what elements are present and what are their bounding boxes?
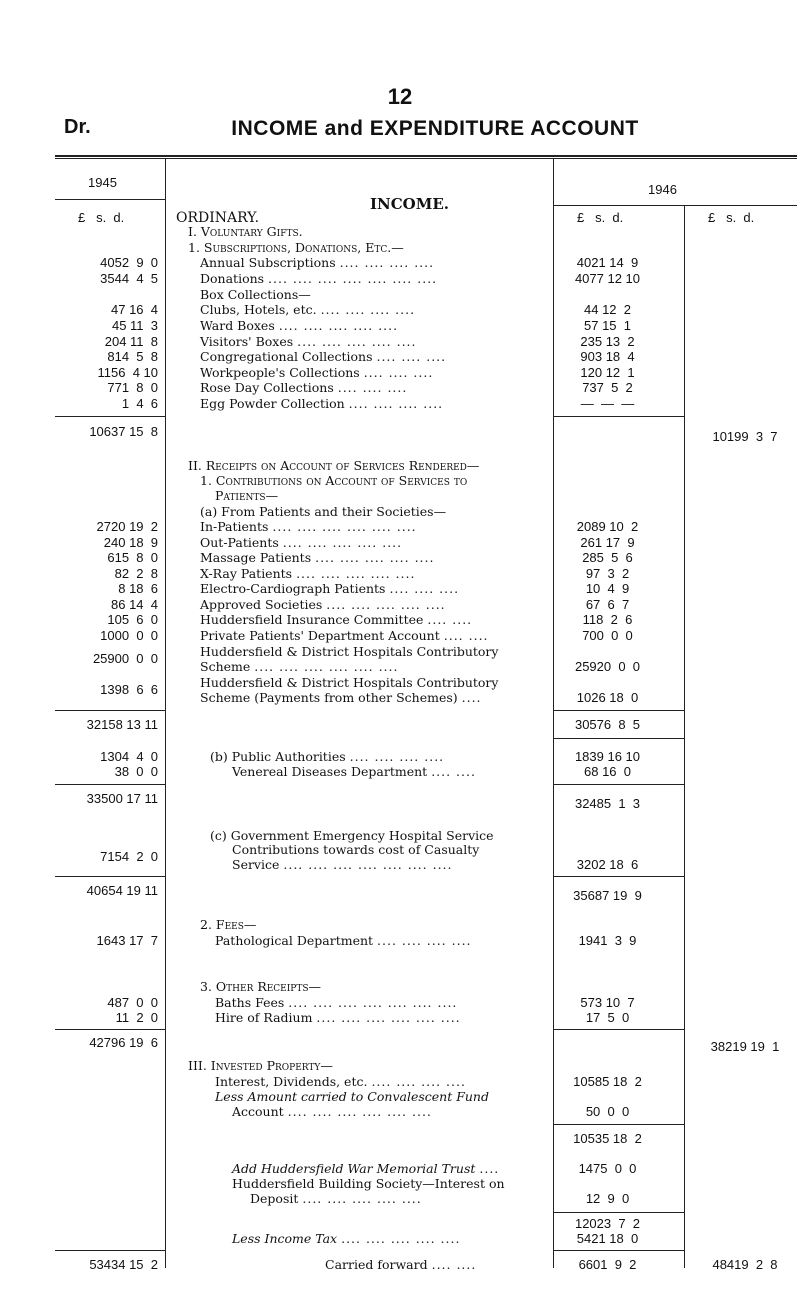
row-label: Huddersfield & District Hospitals Contributory (200, 675, 499, 690)
row-prev: 2720 19 2 (96, 519, 158, 534)
rule (553, 1212, 684, 1213)
contributions-heading: 1. Contributions on Account of Services to (200, 473, 468, 488)
row-label: Hire of Radium .... .... .... .... .... .... (215, 1010, 461, 1025)
row-label: Pathological Department .... .... .... .... (215, 933, 472, 948)
row-prev: 1398 6 6 (100, 682, 158, 697)
row-prev: 82 2 8 (114, 566, 158, 581)
row-label: Huddersfield Building Society—Interest on (232, 1176, 505, 1191)
row-prev: 1 4 6 (121, 396, 158, 411)
ordinary-heading: ORDINARY. (176, 210, 260, 226)
row-curr: 235 13 2 (580, 334, 635, 349)
rule (55, 1029, 165, 1030)
row-curr: 1941 3 9 (578, 933, 637, 948)
carried-right: 48419 2 8 (712, 1257, 778, 1272)
row-prev: 11 2 0 (115, 1010, 158, 1025)
row-curr: 2089 10 2 (576, 519, 639, 534)
row-curr: — — — (580, 396, 635, 411)
row-label: Out-Patients .... .... .... .... .... (200, 535, 403, 550)
row-prev: 1000 0 0 (100, 628, 158, 643)
row-prev: 47 16 4 (111, 302, 158, 317)
row-prev: 86 14 4 (111, 597, 158, 612)
row-prev: 4052 9 0 (100, 255, 158, 270)
row-curr: 10585 18 2 (573, 1074, 642, 1089)
other-heading: 3. Other Receipts— (200, 979, 322, 994)
row-label: Deposit .... .... .... .... .... (250, 1191, 422, 1206)
top-rule-2 (55, 158, 797, 159)
subtotal-curr: 35687 19 9 (573, 888, 642, 903)
subscriptions-heading: 1. Subscriptions, Donations, Etc.— (188, 240, 404, 255)
page-number: 12 (387, 84, 413, 109)
subtotal-curr: 30576 8 5 (574, 717, 641, 732)
row-curr: 573 10 7 (580, 995, 635, 1010)
row-label: Visitors' Boxes .... .... .... .... .... (200, 334, 417, 349)
row-curr: 50 0 0 (585, 1104, 630, 1119)
row-prev: 45 11 3 (111, 318, 158, 333)
rule (553, 710, 684, 711)
subtotal-curr: 10535 18 2 (573, 1131, 642, 1146)
row-label: Scheme (Payments from other Schemes) .... (200, 690, 482, 705)
row-label: Approved Societies .... .... .... .... .... (200, 597, 446, 612)
row-curr: 700 0 0 (582, 628, 633, 643)
row-label: Less Amount carried to Convalescent Fund (215, 1089, 489, 1104)
row-label: Interest, Dividends, etc. .... .... .... .... (215, 1074, 466, 1089)
year-rule-left (55, 199, 165, 200)
subtotal-right: 10199 3 7 (712, 429, 778, 444)
row-label: Add Huddersfield War Memorial Trust .... (232, 1161, 500, 1176)
row-prev: 1304 4 0 (100, 749, 158, 764)
govt-label: Contributions towards cost of Casualty (232, 842, 480, 857)
row-curr: 44 12 2 (584, 302, 631, 317)
row-curr: 10 4 9 (585, 581, 630, 596)
lsd-mid: £ s. d. (577, 210, 624, 225)
row-prev: 1156 4 10 (97, 365, 158, 380)
rule (553, 1250, 684, 1251)
rule (553, 738, 684, 739)
row-curr: 68 16 0 (584, 764, 631, 779)
subtotal-curr: 12023 7 2 (574, 1216, 641, 1231)
subtotal-prev: 33500 17 11 (86, 791, 158, 806)
fees-heading: 2. Fees— (200, 917, 257, 932)
row-label: Less Income Tax .... .... .... .... .... (232, 1231, 461, 1246)
govt-label: Service .... .... .... .... .... .... .... (232, 857, 453, 872)
rule (55, 784, 165, 785)
row-prev: 204 11 8 (104, 334, 158, 349)
voluntary-heading: I. Voluntary Gifts. (188, 224, 303, 239)
row-label: Rose Day Collections .... .... .... (200, 380, 408, 395)
row-prev: 615 8 0 (107, 550, 158, 565)
subtotal-prev: 32158 13 11 (86, 717, 158, 732)
row-label: In-Patients .... .... .... .... .... .... (200, 519, 417, 534)
rule (553, 784, 684, 785)
row-prev: 487 0 0 (107, 995, 158, 1010)
rule (55, 1250, 165, 1251)
row-curr: 4021 14 9 (576, 255, 639, 270)
invested-heading: III. Invested Property— (188, 1058, 333, 1073)
col-divider-right (684, 205, 685, 1268)
year-rule-right (553, 205, 797, 206)
rule (553, 1124, 684, 1125)
row-curr: 97 3 2 (585, 566, 630, 581)
income-heading: INCOME. (370, 195, 449, 213)
subtotal-prev: 40654 19 11 (86, 883, 158, 898)
row-curr: 4077 12 10 (574, 271, 641, 286)
top-rule (55, 155, 797, 157)
rule (553, 876, 684, 877)
row-curr: 118 2 6 (582, 612, 633, 627)
row-prev: 7154 2 0 (100, 849, 158, 864)
rule (55, 416, 165, 417)
row-label: Huddersfield Insurance Committee .... .... (200, 612, 473, 627)
rule (553, 416, 684, 417)
row-prev: 240 18 9 (103, 535, 158, 550)
row-prev: 25900 0 0 (92, 651, 158, 666)
rule (55, 710, 165, 711)
row-label: Baths Fees .... .... .... .... .... .... .... (215, 995, 458, 1010)
row-label: Ward Boxes .... .... .... .... .... (200, 318, 399, 333)
row-label: Donations .... .... .... .... .... .... .... (200, 271, 438, 286)
row-label: Scheme .... .... .... .... .... .... (200, 659, 399, 674)
row-curr: 12 9 0 (585, 1191, 630, 1206)
row-curr: 67 6 7 (585, 597, 630, 612)
page-title: INCOME and EXPENDITURE ACCOUNT (231, 117, 639, 140)
row-prev: 771 8 0 (107, 380, 158, 395)
from-patients-heading: (a) From Patients and their Societies— (200, 504, 447, 519)
subtotal-right: 38219 19 1 (710, 1039, 780, 1054)
row-label: Congregational Collections .... .... .... (200, 349, 447, 364)
row-label: Box Collections— (200, 287, 311, 302)
row-curr: 1839 16 10 (574, 749, 641, 764)
subtotal-curr: 32485 1 3 (574, 796, 641, 811)
row-label: Massage Patients .... .... .... .... .... (200, 550, 435, 565)
year-prev: 1945 (88, 175, 117, 190)
col-divider-left (165, 158, 166, 1268)
row-prev: 8 18 6 (118, 581, 158, 596)
row-curr: 261 17 9 (580, 535, 635, 550)
patients-heading: Patients— (215, 488, 279, 503)
row-label: Workpeople's Collections .... .... .... (200, 365, 434, 380)
row-curr: 5421 18 0 (576, 1231, 639, 1246)
subtotal-prev: 42796 19 6 (89, 1035, 158, 1050)
row-prev: 105 6 0 (107, 612, 158, 627)
row-label: Venereal Diseases Department .... .... (232, 764, 476, 779)
lsd-right: £ s. d. (708, 210, 755, 225)
row-label: Egg Powder Collection .... .... .... .... (200, 396, 444, 411)
row-curr: 17 5 0 (585, 1010, 630, 1025)
receipts-heading: II. Receipts on Account of Services Rendered— (188, 458, 480, 473)
row-prev: 1643 17 7 (96, 933, 158, 948)
row-curr: 1475 0 0 (578, 1161, 637, 1176)
row-curr: 285 5 6 (582, 550, 633, 565)
row-curr: 120 12 1 (580, 365, 635, 380)
year-curr: 1946 (648, 182, 677, 197)
row-curr: 57 15 1 (584, 318, 631, 333)
row-label: X-Ray Patients .... .... .... .... .... (200, 566, 416, 581)
lsd-left: £ s. d. (78, 210, 125, 225)
row-curr: 25920 0 0 (574, 659, 641, 674)
row-curr: 3202 18 6 (576, 857, 639, 872)
carried-prev: 53434 15 2 (89, 1257, 158, 1272)
row-label: Clubs, Hotels, etc. .... .... .... .... (200, 302, 416, 317)
subtotal-prev: 10637 15 8 (89, 424, 158, 439)
carried-curr: 6601 9 2 (578, 1257, 637, 1272)
row-label: Annual Subscriptions .... .... .... .... (200, 255, 435, 270)
rule (553, 1029, 684, 1030)
row-curr: 903 18 4 (580, 349, 635, 364)
row-label: Account .... .... .... .... .... .... (232, 1104, 432, 1119)
debit-label: Dr. (64, 116, 91, 138)
row-curr: 1026 18 0 (576, 690, 639, 705)
rule (55, 876, 165, 877)
row-curr: 737 5 2 (582, 380, 633, 395)
row-label: Private Patients' Department Account .... .... (200, 628, 489, 643)
row-prev: 3544 4 5 (100, 271, 158, 286)
carried-label: Carried forward .... .... (325, 1257, 477, 1272)
row-label: Huddersfield & District Hospitals Contributory (200, 644, 499, 659)
row-prev: 38 0 0 (114, 764, 158, 779)
row-label: Electro-Cardiograph Patients .... .... .... (200, 581, 460, 596)
row-label: (b) Public Authorities .... .... .... .... (210, 749, 445, 764)
govt-label: (c) Government Emergency Hospital Service (210, 828, 494, 843)
row-prev: 814 5 8 (107, 349, 158, 364)
